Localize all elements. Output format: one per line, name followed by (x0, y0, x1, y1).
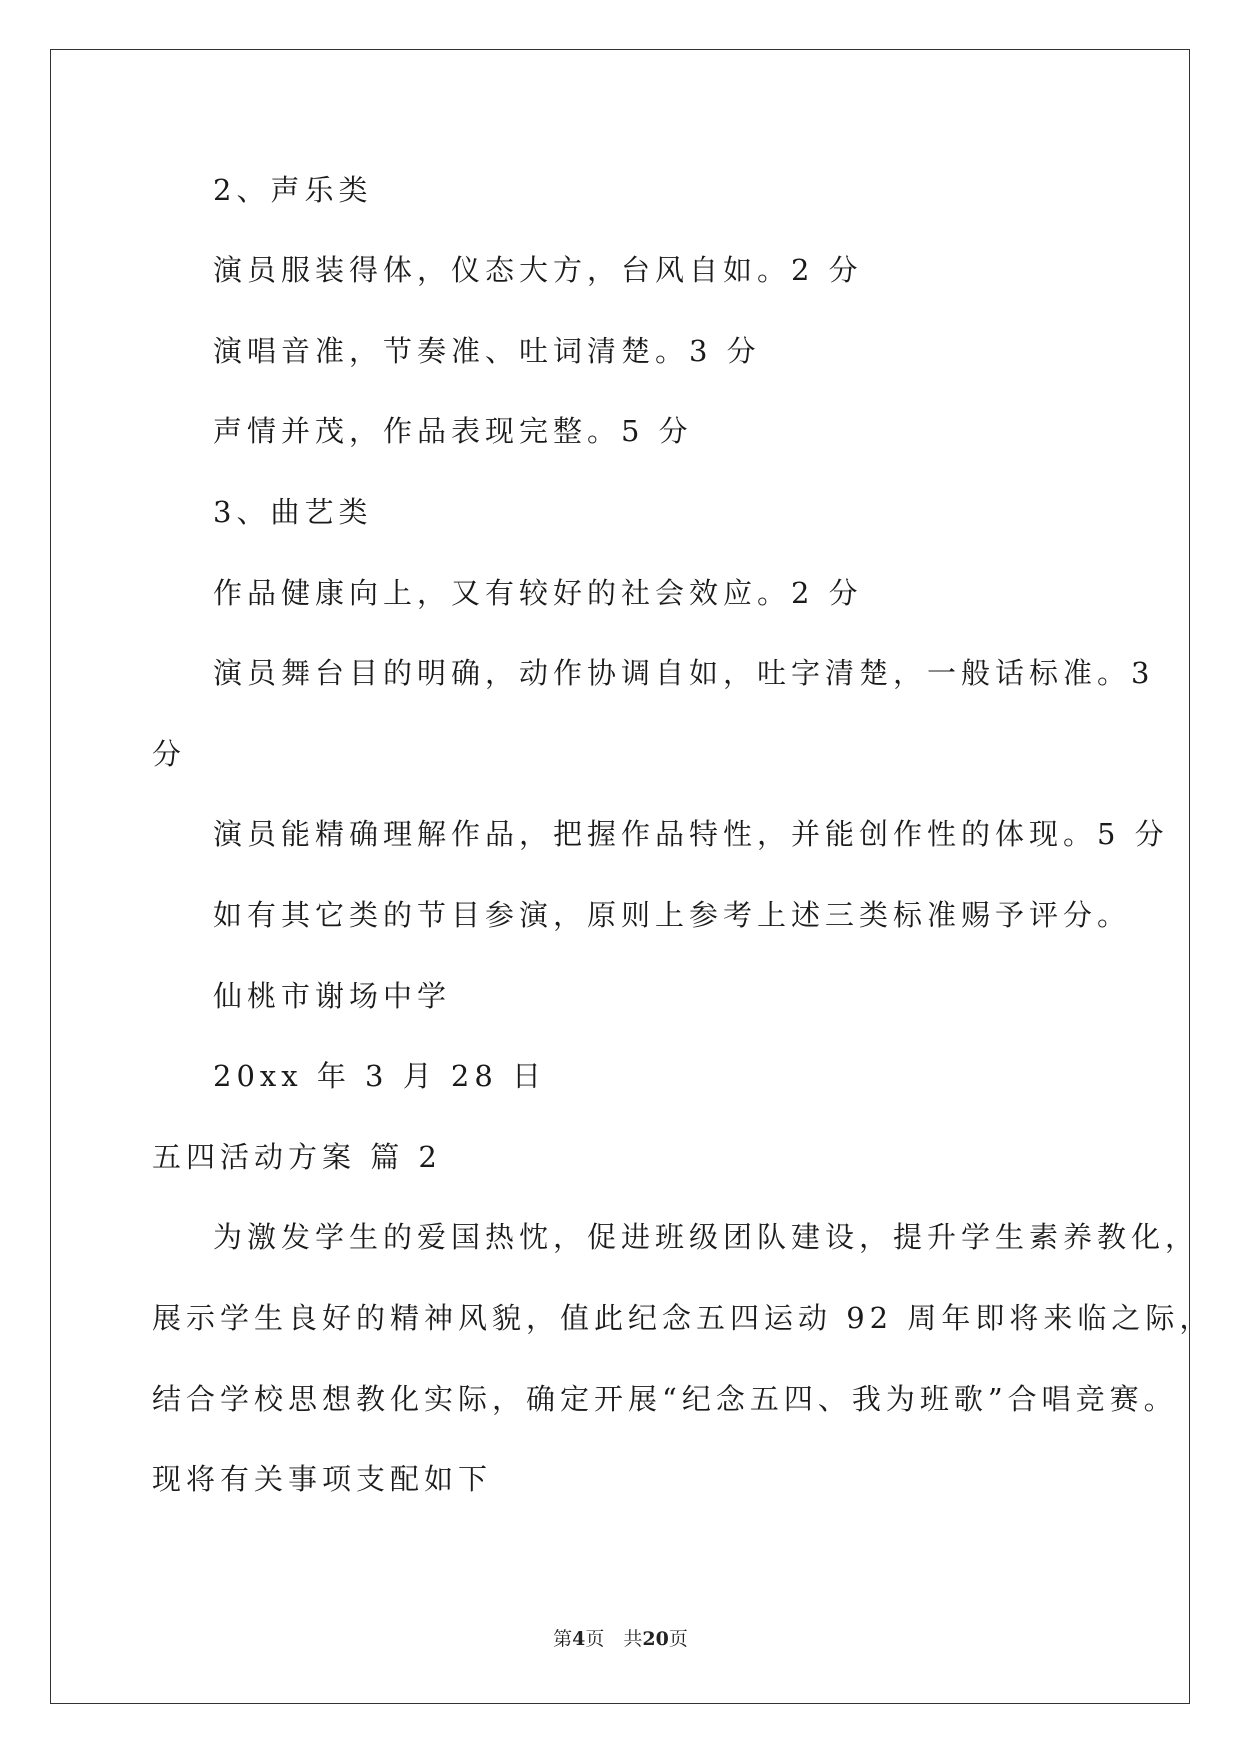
footer-middle: 页 共 (585, 1628, 643, 1650)
body-line: 演员能精确理解作品，把握作品特性，并能创作性的体现。5 分 (213, 817, 1169, 851)
footer-prefix: 第 (553, 1628, 573, 1650)
footer-current-page: 4 (572, 1628, 586, 1650)
body-line: 演员舞台目的明确，动作协调自如，吐字清楚，一般话标准。3 (213, 656, 1155, 690)
body-line: 演员服装得体，仪态大方，台风自如。2 分 (213, 253, 863, 287)
section-heading-quyi: 3、曲艺类 (213, 495, 373, 529)
body-line: 作品健康向上，又有较好的社会效应。2 分 (213, 576, 863, 610)
signature-school: 仙桃市谢场中学 (213, 979, 452, 1013)
body-line: 如有其它类的节目参演，原则上参考上述三类标准赐予评分。 (213, 898, 1132, 932)
section-heading-vocal: 2、声乐类 (213, 173, 373, 207)
signature-date: 20xx 年 3 月 28 日 (213, 1059, 547, 1093)
article-title: 五四活动方案 篇 2 (152, 1140, 442, 1174)
body-line: 展示学生良好的精神风貌，值此纪念五四运动 92 周年即将来临之际， (152, 1301, 1214, 1335)
body-line: 演唱音准，节奏准、吐词清楚。3 分 (213, 334, 761, 368)
body-line: 为激发学生的爱国热忱，促进班级团队建设，提升学生素养教化， (213, 1220, 1200, 1254)
body-line: 现将有关事项支配如下 (152, 1462, 493, 1496)
body-line: 声情并茂，作品表现完整。5 分 (213, 414, 693, 448)
footer-suffix: 页 (668, 1628, 688, 1650)
body-line: 结合学校思想教化实际，确定开展“纪念五四、我为班歌”合唱竞赛。 (152, 1382, 1178, 1416)
body-line-continuation: 分 (152, 737, 187, 771)
footer-total-pages: 20 (642, 1628, 669, 1650)
page-border (50, 49, 1190, 1704)
page-footer (0, 1627, 1241, 1651)
